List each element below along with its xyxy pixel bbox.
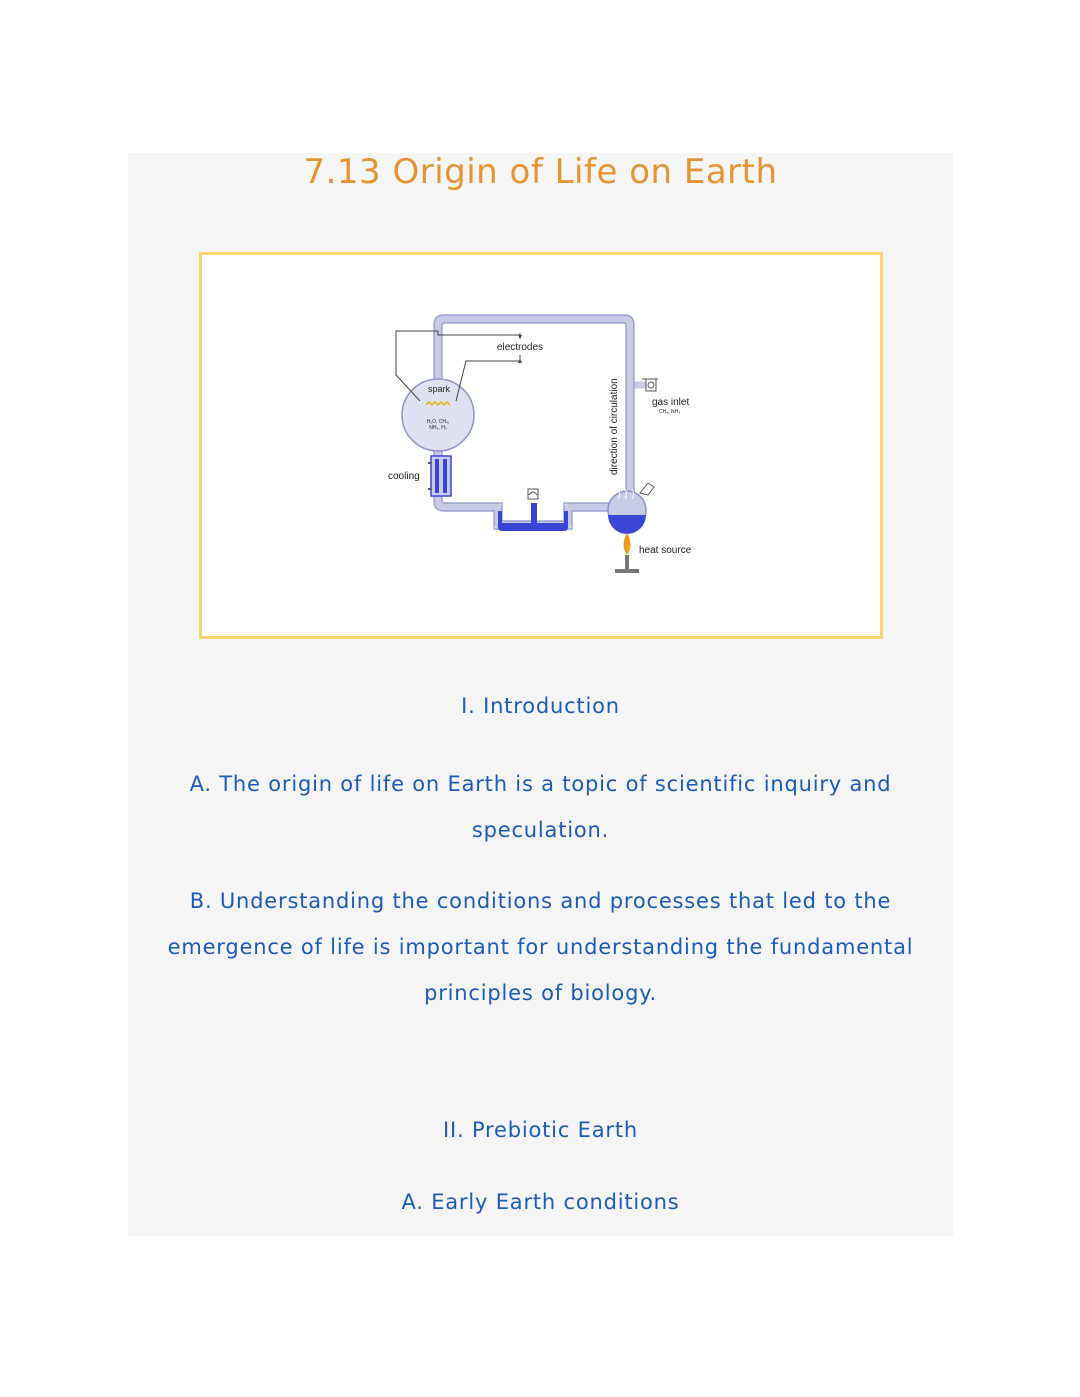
- page-title: 7.13 Origin of Life on Earth: [303, 152, 778, 192]
- svg-text:electrodes: electrodes: [496, 342, 544, 353]
- condenser: [431, 456, 451, 496]
- intro-item-a: A. The origin of life on Earth is a topic of scientific inquiry and speculation.: [189, 772, 892, 842]
- document-sheet: [128, 153, 953, 1236]
- svg-text:NH₃, H₂: NH₃, H₂: [429, 425, 447, 431]
- intro-item-b: B. Understanding the conditions and processes that led to the emergence of life is important for understanding the fundamental principles of biology.: [167, 889, 914, 1005]
- svg-text:gas inlet: gas inlet: [652, 397, 690, 408]
- section-heading-prebiotic-earth: II. Prebiotic Earth: [443, 1118, 638, 1142]
- svg-text:CH₄, NH₃: CH₄, NH₃: [659, 409, 681, 415]
- section-heading-introduction: I. Introduction: [461, 694, 620, 718]
- flask-water: [608, 515, 646, 534]
- flame: [624, 533, 631, 555]
- bottom-tube: [438, 437, 620, 525]
- svg-text:H₂O, CH₄,: H₂O, CH₄,: [426, 419, 450, 425]
- apparatus-diagram: [202, 255, 880, 636]
- miller-urey-figure: [199, 252, 883, 639]
- svg-text:heat source: heat source: [639, 545, 692, 556]
- svg-text:direction of circulation: direction of circulation: [609, 378, 620, 475]
- svg-text:cooling: cooling: [388, 471, 420, 482]
- prebiotic-item-a: A. Early Earth conditions: [401, 1190, 680, 1214]
- svg-text:spark: spark: [427, 384, 451, 394]
- burner-base: [615, 569, 639, 573]
